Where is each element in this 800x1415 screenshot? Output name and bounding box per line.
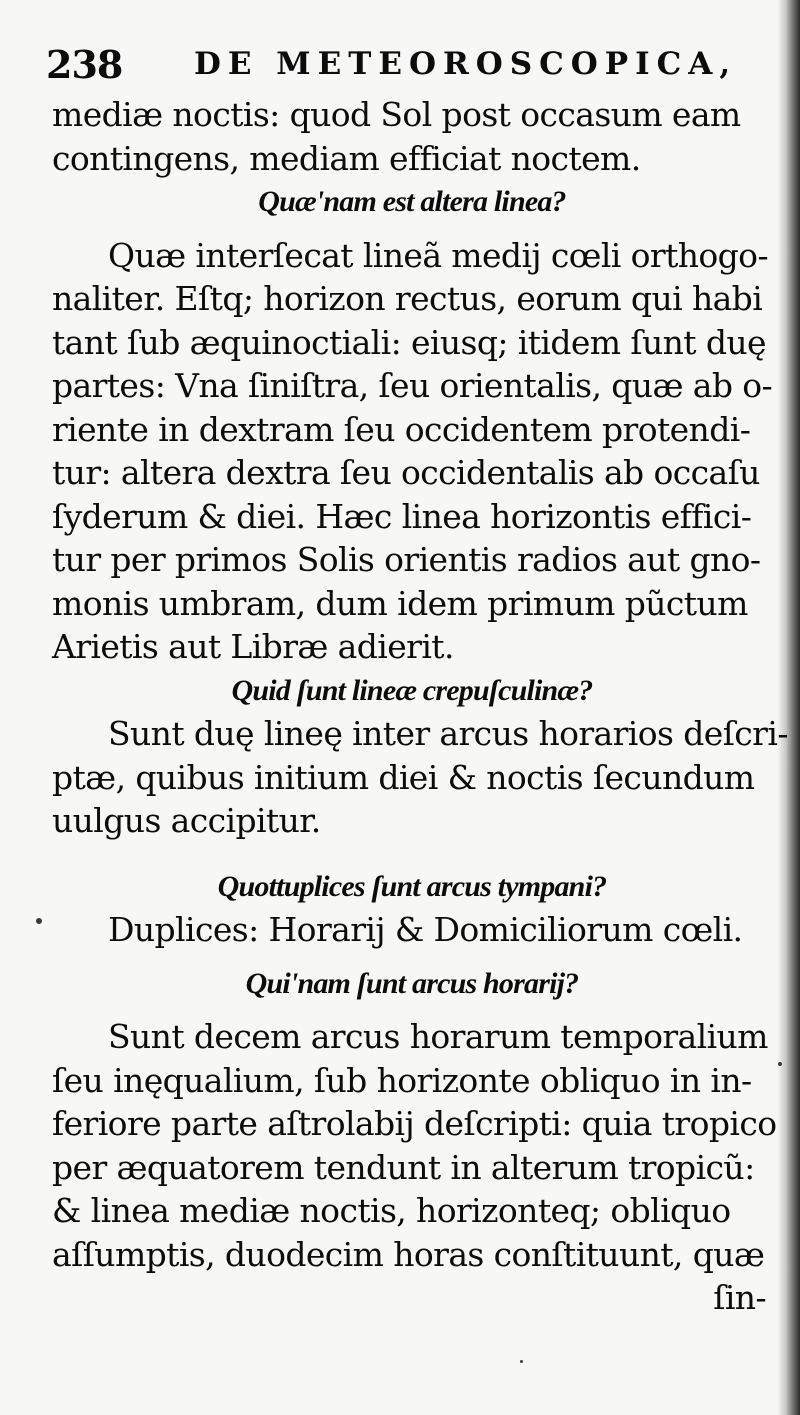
scan-speck [520,1360,523,1363]
text-line: monis umbram, dum idem primum pũctum [52,583,748,623]
text-line: naliter. Eſtq; horizon rectus, eorum qui habi [52,279,763,318]
running-head: DE METEOROSCOPICA, [194,46,738,82]
question-heading: Quid ſunt lineæ crepuſculinæ? [231,673,593,707]
text-line: feriore parte aſtrolabij deſcripti: quia tropico [52,1104,777,1143]
text-line: aſſumptis, duodecim horas conſtituunt, quæ [52,1234,765,1274]
text-line: Quæ interſecat lineã medij cœli orthogo- [108,235,768,275]
text-line: per æquatorem tendunt in alterum tropicũ: [52,1147,755,1187]
text-line: contingens, mediam efficiat noctem. [52,138,641,178]
text-line: Duplices: Horarij & Domiciliorum cœli. [108,910,743,949]
text-line: tant ſub æquinoctiali: eiusq; itidem ſunt duę [52,322,766,362]
text-line: riente in dextram ſeu occidentem protendi- [52,409,751,449]
text-line: ptæ, quibus initium diei & noctis ſecundum [52,757,755,797]
binding-edge [778,0,800,1415]
text-line: uulgus accipitur. [52,801,321,840]
text-line: Arietis aut Libræ adierit. [52,627,454,666]
question-heading: Quæ'nam est altera linea? [258,185,566,218]
text-line: & linea mediæ noctis, horizonteq; obliquo [52,1191,731,1230]
page-number: 238 [46,42,123,87]
page-header [46,40,766,92]
text-block [52,93,788,1320]
text-line: tur per primos Solis orientis radios aut gno- [52,540,761,579]
question-heading: Quottuplices ſunt arcus tympani? [217,869,607,903]
scan-speck [36,918,42,924]
catchword: ſin- [713,1278,766,1317]
scan-speck [778,1062,782,1066]
question-heading: Qui'nam ſunt arcus horarij? [245,966,579,1000]
text-line: partes: Vna ſiniſtra, ſeu orientalis, quæ ab o- [52,366,773,405]
text-line: Sunt duę lineę inter arcus horarios deſcri- [108,714,788,753]
text-line: mediæ noctis: quod Sol post occasum eam [52,95,741,134]
text-line: tur: altera dextra ſeu occidentalis ab occaſu [52,453,760,492]
text-line: ſyderum & diei. Hæc linea horizontis effici- [52,496,752,536]
text-line: ſeu inęqualium, ſub horizonte obliquo in in- [52,1060,752,1100]
text-line: Sunt decem arcus horarum temporalium [108,1017,768,1056]
